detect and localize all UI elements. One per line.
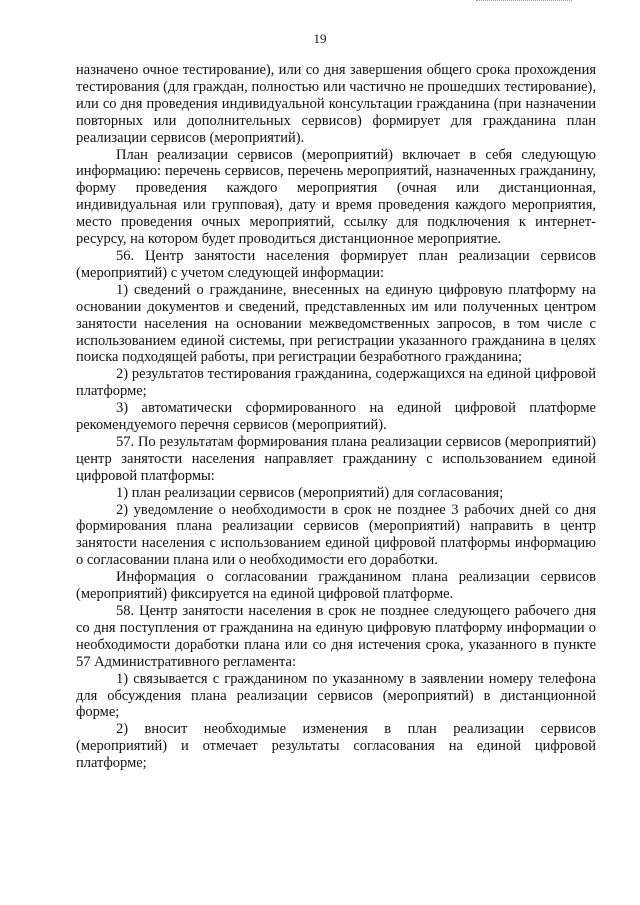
paragraph-10: Информация о согласовании гражданином плана реализации сервисов (мероприятий) фиксируется на единой цифровой платформе.: [76, 569, 596, 603]
paragraph-9: 2) уведомление о необходимости в срок не позднее 3 рабочих дней со дня формирования плана реализации сервисов (мероприятий) направить в центр занятости населения с использованием единой цифровой платформы информацию о согласовании плана или о необходимости его доработки.: [76, 501, 596, 569]
paragraph-6: 3) автоматически сформированного на единой цифровой платформе рекомендуемого перечня сервисов (мероприятий).: [76, 400, 596, 434]
paragraph-5: 2) результатов тестирования гражданина, содержащихся на единой цифровой платформе;: [76, 366, 596, 400]
paragraph-8: 1) план реализации сервисов (мероприятий) для согласования;: [116, 484, 504, 501]
paragraph-11: 58. Центр занятости населения в срок не позднее следующего рабочего дня со дня поступления от гражданина на единую цифровую платформу информации о необходимости доработки плана или со дня истечения срока, указанного в пункте 57 Административного регламента:: [76, 603, 596, 670]
paragraph-13: 2) вносит необходимые изменения в план реализации сервисов (мероприятий) и отмечает результаты согласования на единой цифровой платформе;: [76, 721, 596, 772]
paragraph-3: 56. Центр занятости населения формирует план реализации сервисов (мероприятий) с учетом следующей информации:: [76, 247, 596, 281]
paragraph-4: 1) сведений о гражданине, внесенных на единую цифровую платформу на основании документов и сведений, представленных им или полученных центром занятости населения на основании межведомственных запросов, в том числе с использованием единой системы, при регистрации указанного гражданина в целях поиска подходящей работы, при регистрации безработного гражданина;: [76, 281, 596, 366]
page-number: 19: [313, 31, 327, 46]
document-body: [76, 62, 596, 772]
paragraph-2: План реализации сервисов (мероприятий) включает в себя следующую информацию: перечень сервисов, перечень мероприятий, назначенных гражданину, форму проведения каждого мероприятия (очная или дистанционная, индивидуальная или групповая), дату и время проведения каждого мероприятия, место проведения очных мероприятий, ссылку для подключения к интернет-ресурсу, на котором будет проводиться дистанционное мероприятие.: [76, 146, 596, 248]
paragraph-1: назначено очное тестирование), или со дня завершения общего срока прохождения тестирования (для граждан, полностью или частично не прошедших тестирование), или со дня проведения индивидуальной консультации гражданина (при назначении повторных или дополнительных сервисов) формирует для гражданина план реализации сервисов (мероприятий).: [76, 62, 596, 146]
paragraph-12: 1) связывается с гражданином по указанному в заявлении номеру телефона для обсуждения плана реализации сервисов (мероприятий) в дистанционной форме;: [76, 670, 596, 721]
paragraph-7: 57. По результатам формирования плана реализации сервисов (мероприятий) центр занятости населения направляет гражданину с использованием единой цифровой платформы:: [76, 433, 596, 484]
scan-edge-mark: [476, 0, 572, 4]
